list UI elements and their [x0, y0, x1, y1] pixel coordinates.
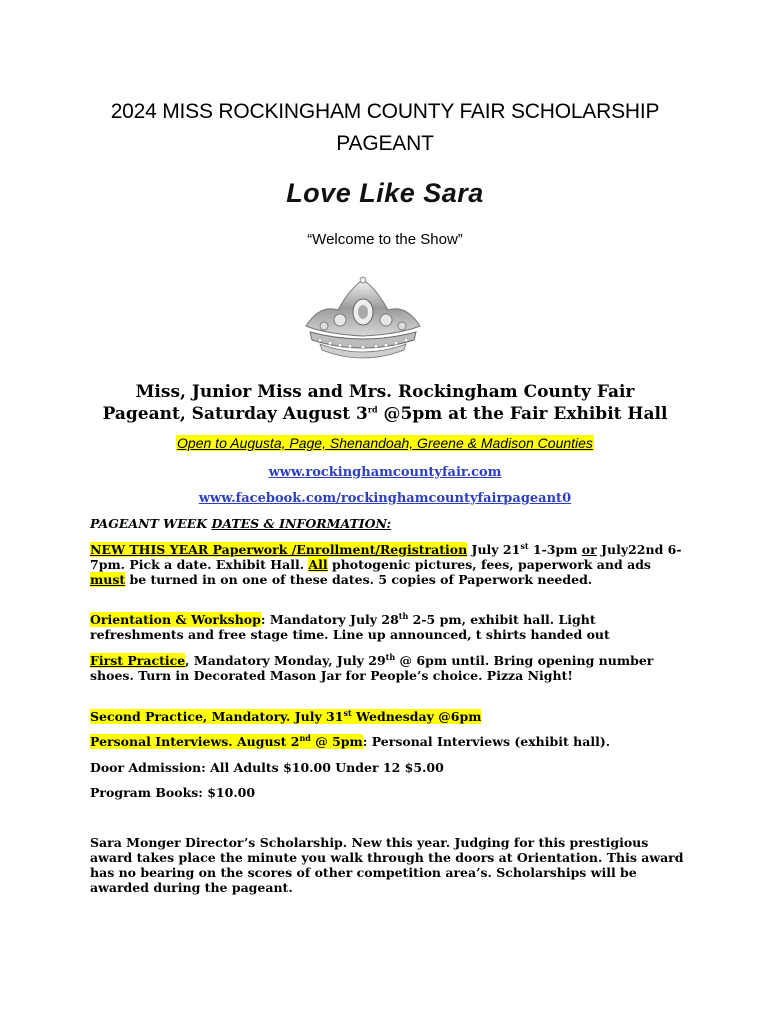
first-practice-paragraph: First Practice, Mandatory Monday, July 29th @ 6pm until. Bring opening number shoes. Turn in Decorated Mason Jar for People’s choice. Pizza Night!: [90, 651, 654, 683]
tagline: Love Like Sara: [286, 178, 484, 208]
program-books: Program Books: $10.00: [90, 785, 256, 800]
title-line-1: 2024 MISS ROCKINGHAM COUNTY FAIR SCHOLARSHIP: [110, 100, 660, 123]
title-line-2: PAGEANT: [336, 132, 434, 155]
orientation-paragraph: Orientation & Workshop: Mandatory July 28th 2-5 pm, exhibit hall. Light refreshments and free stage time. Line up announced, t shirts handed out: [90, 610, 610, 642]
eligible-counties: Open to Augusta, Page, Shenandoah, Greene & Madison Counties: [177, 435, 593, 451]
facebook-link[interactable]: www.facebook.com/rockinghamcountyfairpageant0: [198, 491, 572, 506]
subheading-line-2: Pageant, Saturday August 3rd @5pm at the Fair Exhibit Hall: [102, 404, 668, 424]
second-practice-paragraph: Second Practice, Mandatory. July 31st Wednesday @6pm: [90, 707, 482, 724]
door-admission: Door Admission: All Adults $10.00 Under 12 $5.00: [90, 760, 444, 775]
website-link[interactable]: www.rockinghamcountyfair.com: [268, 465, 502, 480]
subheading-line-1: Miss, Junior Miss and Mrs. Rockingham County Fair: [135, 382, 635, 402]
welcome-quote: “Welcome to the Show”: [307, 231, 463, 248]
pageant-subheading: [40, 381, 730, 425]
registration-paragraph: NEW THIS YEAR Paperwork /Enrollment/Registration July 21st 1-3pm or July22nd 6-7pm. Pick a date. Exhibit Hall. All photogenic pictures, fees, paperwork and ads must be turned in on one of these dates. 5 copies of Paperwork needed.: [90, 540, 682, 587]
pageant-title: [60, 96, 710, 160]
director-scholarship-paragraph: Sara Monger Director’s Scholarship. New this year. Judging for this prestigious award takes place the minute you walk through the doors at Orientation. This award has no bearing on the scores of other competition area’s. Scholarships will be awarded during the pageant.: [90, 835, 684, 895]
tiara-icon: [300, 274, 426, 366]
pageant-week-header: PAGEANT WEEK DATES & INFORMATION:: [90, 516, 392, 531]
interviews-paragraph: Personal Interviews. August 2nd @ 5pm: Personal Interviews (exhibit hall).: [90, 732, 611, 749]
